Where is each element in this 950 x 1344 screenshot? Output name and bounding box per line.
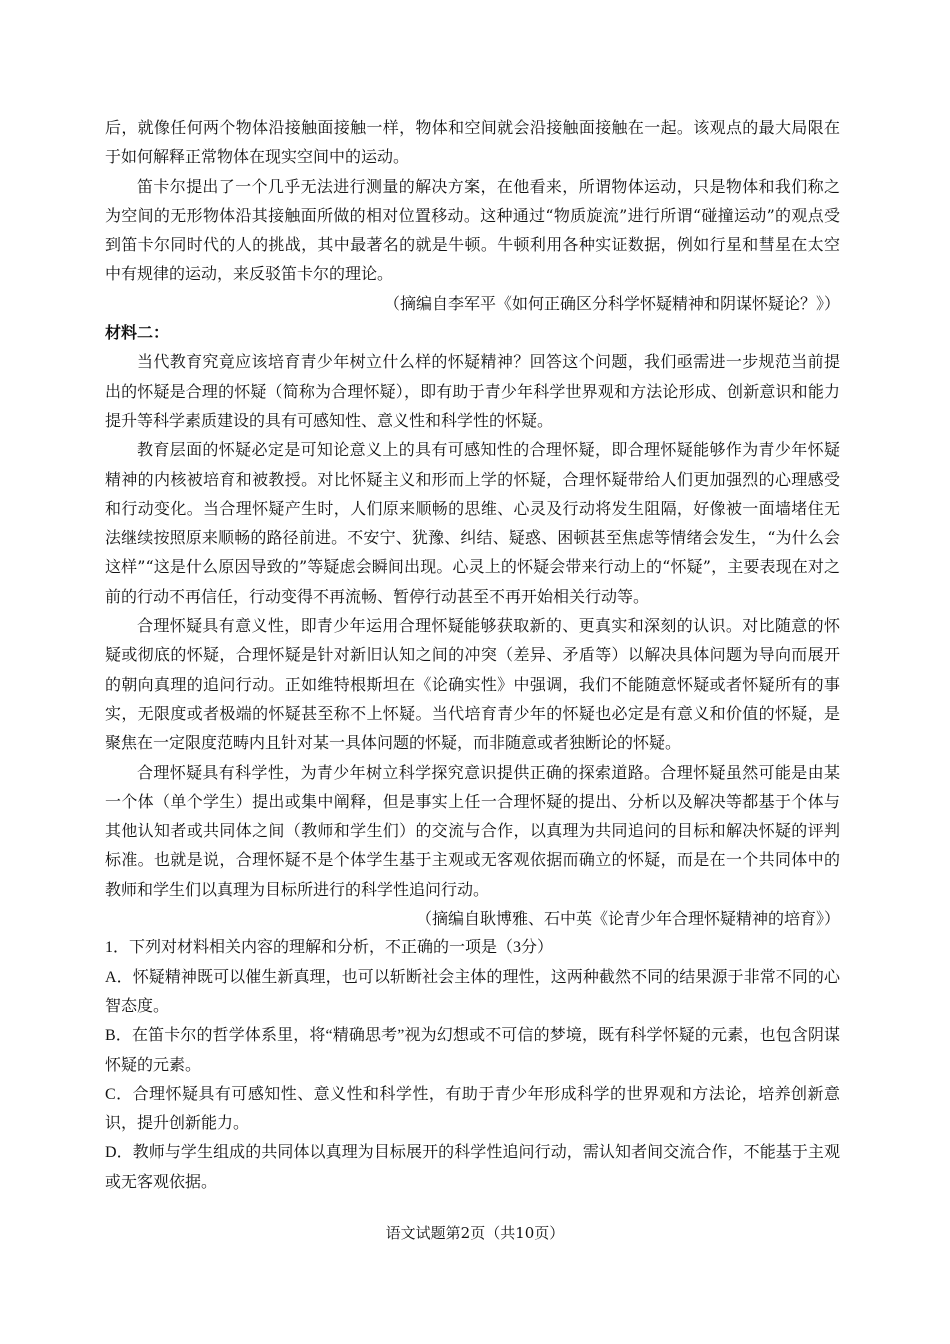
material-one-source: （摘编自李军平《如何正确区分科学怀疑精神和阴谋怀疑论？》） [383, 293, 840, 313]
page-content [105, 113, 840, 1197]
question-1 [105, 933, 840, 1197]
material-two-paragraph-1: 当代教育究竟应该培育青少年树立什么样的怀疑精神？回答这个问题，我们亟需进一步规范当前提出的怀疑是合理的怀疑（简称为合理怀疑），即有助于青少年科学世界观和方法论形成、创新意识和能力提升等科学素质建设的具有可感知性、意义性和科学性的怀疑。 [105, 352, 840, 430]
material-two-source: （摘编自耿博雅、石中英《论青少年合理怀疑精神的培育》） [415, 909, 840, 929]
material-one-paragraph-2: 笛卡尔提出了一个几乎无法进行测量的解决方案，在他看来，所谓物体运动，只是物体和我们称之为空间的无形物体沿其接触面所做的相对位置移动。这种通过“物质旋流”进行所谓“碰撞运动”的观点受到笛卡尔同时代的人的挑战，其中最著名的就是牛顿。牛顿利用各种实证数据，例如行星和彗星在太空中有规律的运动，来反驳笛卡尔的理论。 [105, 176, 840, 284]
material-two-paragraph-2: 教育层面的怀疑必定是可知论意义上的具有可感知性的合理怀疑，即合理怀疑能够作为青少年怀疑精神的内核被培育和被教授。对比怀疑主义和形而上学的怀疑，合理怀疑带给人们更加强烈的心理感受和行动变化。当合理怀疑产生时，人们原来顺畅的思维、心灵及行动将发生阻隔，好像被一面墙堵住无法继续按照原来顺畅的路径前进。不安宁、犹豫、纠结、疑惑、困顿甚至焦虑等情绪会发生，“为什么会这样”“这是什么原因导致的”等疑虑会瞬间出现。心灵上的怀疑会带来行动上的“怀疑”，主要表现在对之前的行动不再信任，行动变得不再流畅、暂停行动甚至不再开始相关行动等。 [105, 440, 840, 606]
material-two-paragraph-3: 合理怀疑具有意义性，即青少年运用合理怀疑能够获取新的、更真实和深刻的认识。对比随意的怀疑或彻底的怀疑，合理怀疑是针对新旧认知之间的冲突（差异、矛盾等）以解决具体问题为导向而展开的朝向真理的追问行动。正如维特根斯坦在《论确实性》中强调，我们不能随意怀疑或者怀疑所有的事实，无限度或者极端的怀疑甚至称不上怀疑。当代培育青少年的怀疑也必定是有意义和价值的怀疑，是聚焦在一定限度范畴内且针对某一具体问题的怀疑，而非随意或者独断论的怀疑。 [105, 616, 840, 753]
question-1-stem: 1．下列对材料相关内容的理解和分析，不正确的一项是（3分） [105, 939, 554, 957]
question-1-option-c: C．合理怀疑具有可感知性、意义性和科学性，有助于青少年形成科学的世界观和方法论，培养创新意识，提升创新能力。 [105, 1085, 840, 1133]
material-two-heading: 材料二： [105, 323, 170, 343]
material-two-paragraph-4: 合理怀疑具有科学性，为青少年树立科学探究意识提供正确的探索道路。合理怀疑虽然可能是由某一个体（单个学生）提出或集中阐释，但是事实上任一合理怀疑的提出、分析以及解决等都基于个体与其他认知者或共同体之间（教师和学生们）的交流与合作，以真理为共同追问的目标和解决怀疑的评判标准。也就是说，合理怀疑不是个体学生基于主观或无客观依据而确立的怀疑，而是在一个共同体中的教师和学生们以真理为目标所进行的科学性追问行动。 [105, 762, 840, 899]
material-one-paragraph-1: 后，就像任何两个物体沿接触面接触一样，物体和空间就会沿接触面接触在一起。该观点的最大局限在于如何解释正常物体在现实空间中的运动。 [105, 118, 840, 167]
question-1-option-d: D．教师与学生组成的共同体以真理为目标展开的科学性追问行动，需认知者间交流合作，不能基于主观或无客观依据。 [105, 1144, 840, 1191]
question-1-option-b: B．在笛卡尔的哲学体系里，将“精确思考”视为幻想或不可信的梦境，既有科学怀疑的元素，也包含阴谋怀疑的元素。 [105, 1027, 840, 1074]
question-1-option-a: A．怀疑精神既可以催生新真理，也可以斩断社会主体的理性，这两种截然不同的结果源于非常不同的心智态度。 [105, 968, 840, 1015]
page-footer: 语文试题第2页（共10页） [385, 1224, 565, 1242]
